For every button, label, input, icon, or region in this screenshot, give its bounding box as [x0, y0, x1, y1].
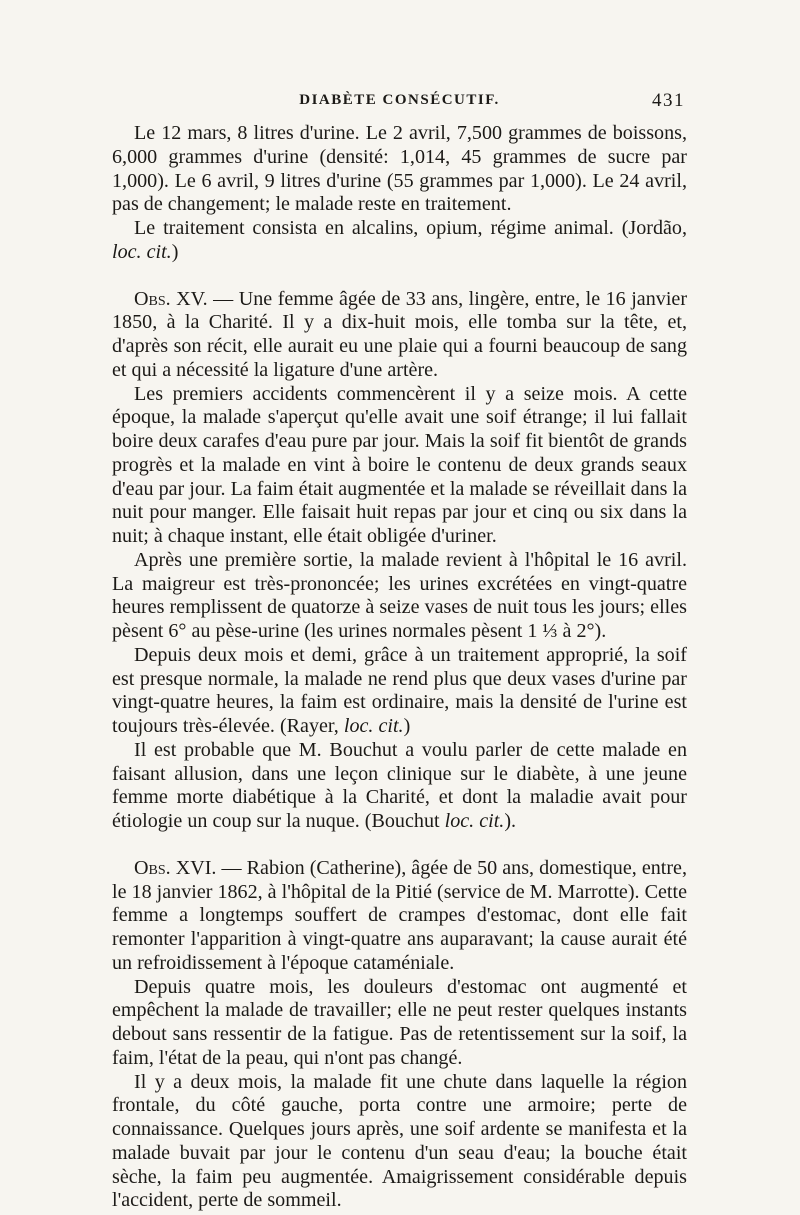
section-gap	[112, 834, 687, 857]
citation-ref: loc. cit.	[112, 240, 172, 263]
running-title: DIABÈTE CONSÉCUTIF.	[299, 92, 500, 108]
observation-xv	[112, 288, 687, 383]
paragraph-5: Après une première sortie, la malade revient à l'hôpital le 16 avril. La maigreur est très-prononcée; les urines excrétées en vingt-quatre heures remplissent de quatorze à seize vases de nuit tous les jours; elles pèsent 6° au pèse-urine (les urines normales pèsent 1 ⅓ à 2°).	[112, 548, 687, 642]
observation-text: — Une femme âgée de 33 ans, lingère, entre, le 16 janvier 1850, à la Charité. Il y a dix-huit mois, elle tomba sur la tête, et, d'après son récit, elle aurait eu une plaie qui a fourni beaucoup de sang et qui a nécessité la ligature d'une artère.	[112, 287, 688, 381]
paragraph-4: Les premiers accidents commencèrent il y a seize mois. A cette époque, la malade s'aperçut qu'elle avait une soif étrange; il lui fallait boire deux carafes d'eau pure par jour. Mais la soif fit bientôt de grands progrès et la malade en vint à boire le contenu de deux grands seaux d'eau par jour. La faim était augmentée et la malade se réveillait dans la nuit pour manger. Elle faisait huit repas par jour et cinq ou six dans la nuit; à chaque instant, elle était obligée d'uriner.	[112, 382, 687, 547]
paragraph-7-text: Il est probable que M. Bouchut a voulu parler de cette malade en faisant allusion, dans une leçon clinique sur le diabète, à une jeune femme morte diabétique à la Charité, et dont la maladie avait pour étiologie un coup sur la nuque. (Bouchut	[112, 738, 687, 832]
paragraph-2	[112, 217, 687, 265]
observation-label: Obs. XVI.	[134, 856, 217, 879]
paragraph-9: Depuis quatre mois, les douleurs d'estomac ont augmenté et empêchent la malade de travailler; elle ne peut rester quelques instants debout sans ressentir de la fatigue. Pas de retentissement sur la soif, la faim, l'état de la peau, qui n'ont pas changé.	[112, 975, 687, 1069]
citation-close: ).	[504, 810, 517, 832]
citation-ref: loc. cit.	[444, 810, 505, 832]
page-number: 431	[652, 90, 685, 111]
observation-label: Obs. XV.	[134, 287, 208, 310]
paragraph-2-text: Le traitement consista en alcalins, opium, régime animal. (Jordão,	[134, 217, 687, 239]
book-page	[112, 92, 687, 1213]
paragraph-6	[112, 644, 687, 739]
citation-close: )	[171, 240, 179, 263]
observation-text: — Rabion (Catherine), âgée de 50 ans, domestique, entre, le 18 janvier 1862, à l'hôpital de la Pitié (service de M. Marrotte). Cette femme a longtemps souffert de crampes d'estomac, dont elle fait remonter l'apparition à vingt-quatre ans auparavant; la cause aurait été un refroidissement à l'époque cataméniale.	[112, 856, 688, 974]
paragraph-6-text: Depuis deux mois et demi, grâce à un traitement approprié, la soif est presque normale, la malade ne rend plus que deux vases d'urine par vingt-quatre heures, la faim est ordinaire, mais la densité de l'urine est toujours très-élevée. (Rayer,	[112, 643, 687, 737]
citation-ref: loc. cit.	[343, 715, 404, 737]
observation-xvi	[112, 857, 687, 976]
paragraph-7	[112, 739, 687, 834]
section-gap	[112, 265, 687, 288]
citation-close: )	[403, 715, 411, 737]
paragraph-10: Il y a deux mois, la malade fit une chute dans laquelle la région frontale, du côté gauche, porta contre une armoire; perte de connaissance. Quelques jours après, une soif ardente se manifesta et la malade buvait par jour le contenu d'un seau d'eau; la bouche était sèche, la faim peu augmentée. Amaigrissement considérable depuis l'accident, perte de sommeil.	[112, 1070, 687, 1212]
running-head	[112, 92, 687, 122]
paragraph-1: Le 12 mars, 8 litres d'urine. Le 2 avril, 7,500 grammes de boissons, 6,000 grammes d'urine (densité: 1,014, 45 grammes de sucre par 1,000). Le 6 avril, 9 litres d'urine (55 grammes par 1,000). Le 24 avril, pas de changement; le malade reste en traitement.	[112, 122, 687, 216]
